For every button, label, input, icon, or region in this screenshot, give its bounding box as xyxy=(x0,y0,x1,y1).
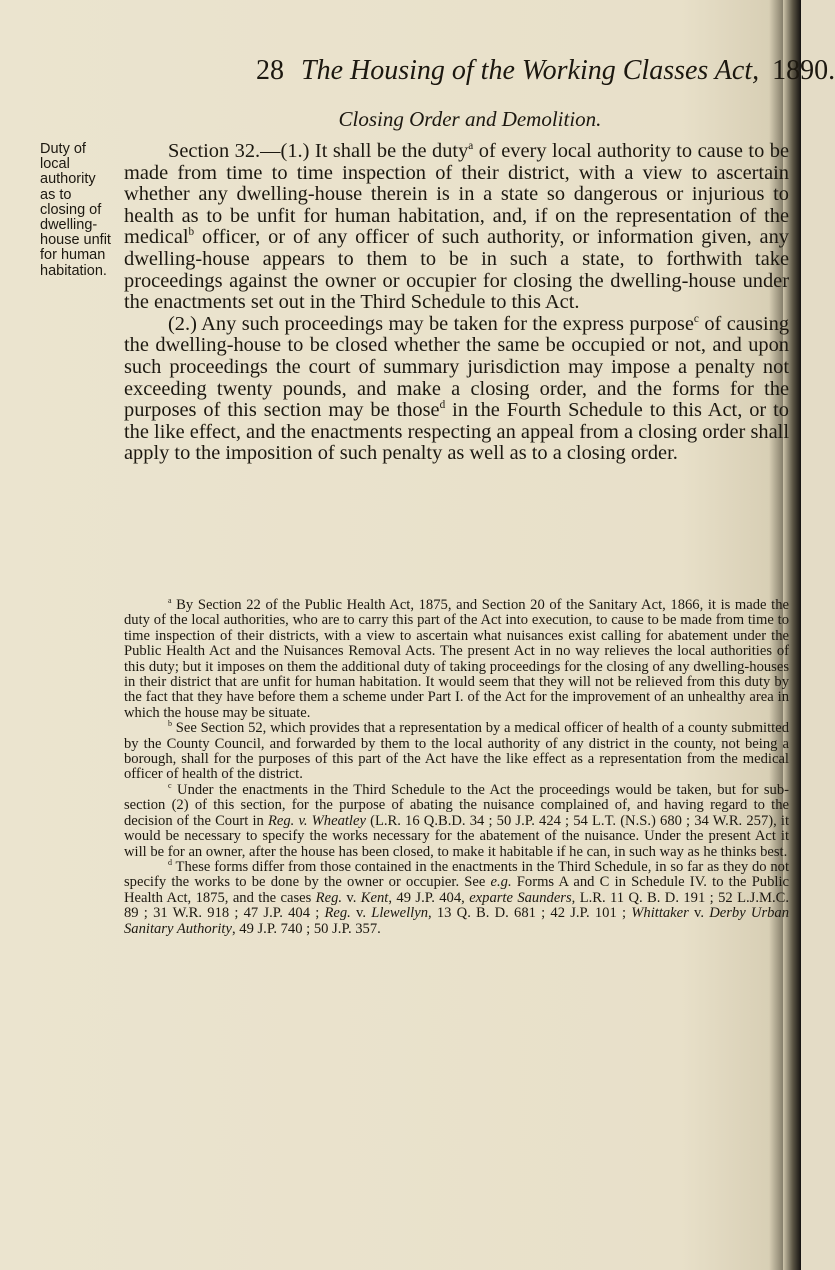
footnotes xyxy=(124,598,789,937)
footnote-c-case-name: Reg. v. Wheatley xyxy=(267,812,366,829)
footnote-d-text-8: v. xyxy=(688,905,710,922)
paragraph-2-text-a: (2.) Any such proceedings may be taken for the express purpose xyxy=(168,312,694,335)
footnote-d-text-5: , L.R. 11 Q. B. D. 191 ; 52 L.J.M.C. 89 ; 31 W.R. 918 ; 47 J.P. 404 ; xyxy=(124,889,789,922)
running-header xyxy=(256,55,835,87)
section-heading: Closing Order and Demolition. xyxy=(338,107,602,131)
footnote-c-text-1: Under the enactments in the Third Schedule to the Act the proceedings would be taken, but for sub-section (2) of this section, for the purpose of abating the nuisance complained of, and having regard to the decision of the Court in xyxy=(124,781,789,829)
footnote-ref-d: d xyxy=(439,399,446,412)
footnote-d-text-3: v. xyxy=(342,889,361,906)
footnote-a-text: By Section 22 of the Public Health Act, 1875, and Section 20 of the Sanitary Act, 1866, it is made the duty of the local authorities, who are to carry this part of the Act into execution, to cause to be made from time to time inspection of their districts, with a view to ascertain what nuisances exist calling for abatement under the Public Health Act and the Nuisances Removal Acts. The present Act in no way relieves the local authorities of this duty; but it imposes on them the additional duty of taking proceedings for the closing of any dwelling-houses in their district that are unfit for human habitation. It would seem that they will not be relieved from this duty by the fact that they have before them a scheme under Part I. of the Act for the improvement of an unhealthy area in which the house may be situate. xyxy=(124,597,789,721)
footnote-d-case-whittaker: Whittaker xyxy=(631,905,689,922)
footnote-c xyxy=(124,783,789,860)
paragraph-1 xyxy=(124,141,789,314)
paragraph-2-text-b: of causing the dwelling-house to be closed whether the same be occupied or not, and upon such proceedings the court of summary jurisdiction may impose a penalty not exceeding twenty pounds, and make a closing order, and the forms for the purposes of this section may be those xyxy=(124,312,790,422)
footnote-d-case-reg-2: Reg. xyxy=(324,905,351,922)
footnote-d-text-1: These forms differ from those contained in the enactments in the Third Schedule, in so far as they do not specify the works to be done by the owner or occupier. See xyxy=(124,858,789,891)
footnote-d-text-4: , 49 J.P. 404, xyxy=(388,889,470,906)
footnote-c-mark: c xyxy=(168,781,172,791)
footnote-d-text-2: Forms A and C in Schedule IV. to the Public Health Act, 1875, and the cases xyxy=(124,874,789,906)
footnote-d-eg: e.g. xyxy=(490,874,512,891)
paragraph-1-text-b: of every local authority to cause to be made from time to time inspection of their district, with a view to ascertain whether any dwelling-house therein is in a state so dangerous or injurious to health as to be unfit for human habitation, and, if on the representation of the medical xyxy=(124,140,790,249)
footnote-ref-b: b xyxy=(188,226,195,239)
footnote-d xyxy=(124,860,789,937)
footnote-a-mark: a xyxy=(168,596,172,606)
running-title-year: 1890. xyxy=(772,55,835,86)
paragraph-1-text-a: Section 32.—(1.) It shall be the duty xyxy=(168,140,469,162)
footnote-b-text: See Section 52, which provides that a representation by a medical officer of health of a county submitted by the County Council, and forwarded by them to the local authority of any district in the county, not being a borough, shall for the purposes of this part of the Act have the like effect as a representation from the medical officer of health of the district. xyxy=(124,720,789,783)
footnote-d-text-6: v. xyxy=(350,905,372,922)
paragraph-2-text-c: in the Fourth Schedule to this Act, or to the like effect, and the enactments respecting an appeal from a closing order shall apply to the imposition of such penalty as well as to a closing order. xyxy=(124,399,789,465)
footnote-c-text-2: (L.R. 16 Q.B.D. 34 ; 50 J.P. 424 ; 54 L.T. (N.S.) 680 ; 34 W.R. 257), it would be necessary to specify the works necessary for the abatement of the nuisance. Under the present Act it will be for an owner, after the house has been closed, to make it habitable if he can, in such way as he thinks best. xyxy=(124,812,790,860)
footnote-d-text-7: , 13 Q. B. D. 681 ; 42 J.P. 101 ; xyxy=(428,905,632,922)
footnote-d-text-9: , 49 J.P. 740 ; 50 J.P. 357. xyxy=(231,920,381,937)
paragraph-2 xyxy=(124,314,789,465)
body-text xyxy=(124,141,789,465)
footnote-d-mark: d xyxy=(168,858,173,868)
running-title: The Housing of the Working Classes Act, xyxy=(301,55,760,86)
footnote-d-case-kent: Kent xyxy=(360,889,389,906)
footnote-ref-c: c xyxy=(693,312,699,325)
page-number: 28 xyxy=(256,55,284,86)
footnote-ref-a: a xyxy=(468,140,474,153)
footnote-b xyxy=(124,721,789,783)
footnote-b-mark: b xyxy=(168,719,173,729)
footnote-d-case-exparte: exparte Saunders xyxy=(469,889,572,906)
margin-note: Duty of local authority as to closing of dwelling-house unfit for human habitation. xyxy=(40,141,111,279)
footnote-d-case-derby: Derby Urban Sanitary Authority xyxy=(124,905,790,937)
footnote-d-case-llewellyn: Llewellyn xyxy=(371,905,428,922)
paragraph-1-text-c: officer, or of any officer of such authority, or information given, any dwelling-house appears to them to be in such a state, to forthwith take proceedings against the owner or occupier for closing the dwelling-house under the enactments set out in the Third Schedule to this Act. xyxy=(124,226,789,314)
footnote-d-case-reg-1: Reg. xyxy=(315,889,343,906)
footnote-a xyxy=(124,598,789,721)
